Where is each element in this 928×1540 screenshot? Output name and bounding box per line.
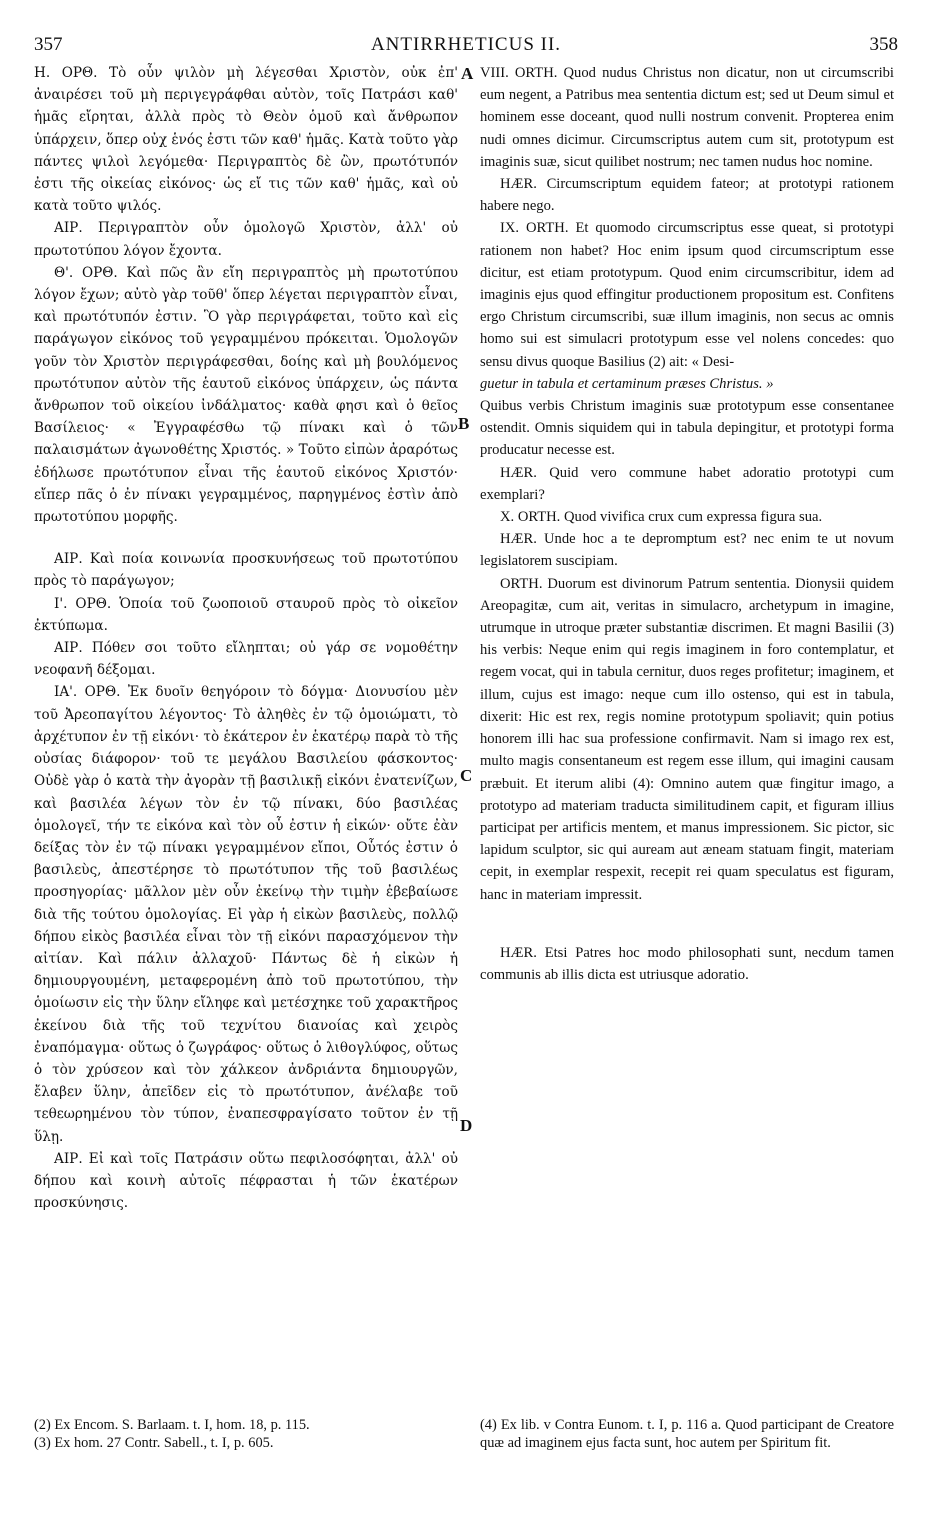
latin-paragraph xyxy=(480,373,894,395)
footnotes-right xyxy=(480,1416,894,1452)
latin-paragraph: ORTH. Duorum est divinorum Patrum sententia. Dionysii quidem Areopagitæ, cum ait, veritas in simulacro, archetypum in imagine, utrumque in utroque præter substantiæ discrimen. Et magni Basilii (3) his verbis: Neque enim qui regis imaginem in foro contemplatur, et regem vocat, qui in tabula cernitur, duos reges profitetur; imaginem, et illum, cujus est imago: neque cum illo ostenso, qui est in tabula, dixerit: Hic est rex, regis nomine prototypum spoliavit; quin potius honorem illi hac sua professione confirmavit. Nam si imago rex est, multo magis consentaneum est regem esse illum, qui imagini causam præbuit. Et iterum alibi (4): Omnino autem quæ fingitur imago, a prototypo ad materiam traducta similitudinem capit, et figuram illius participat per artificis mentem, et manus impressionem. Sic pictor, sic lapidum sculptor, sic qui auream aut æneam statuam fingit, materiam cepit, in exemplar respexit, recepit rei quam speculatus est figuram, hanc in materiam impressit. xyxy=(480,575,894,903)
latin-paragraph: HÆR. Etsi Patres hoc modo philosophati sunt, necdum tamen communis ab illis dicta est utriusque adoratio. xyxy=(480,944,894,983)
greek-paragraph: Θ'. ΟΡΘ. Καὶ πῶς ἂν εἴη περιγραπτὸς μὴ πρωτοτύπου λόγον ἔχων; αὐτὸ γὰρ τοῦθ' ὅπερ λέγεται περιγραπτὸν εἶναι, καὶ πρωτότυπόν ἐστιν. Ὃ γὰρ περιγράφεται, τοῦτο καὶ εἰς παράγωγον εἰκόνος τοῦ γεγραμμένου πρόκειται. Ὁμολογῶν γοῦν τὸν Χριστὸν περιγράφεσθαι, δοίης καὶ μὴ βουλόμενος πρωτότυπον αὐτὸν τῆς ἑαυτοῦ εἰκόνος ὑπάρχειν, ὡς πάντα ἄνθρωπον τοῦ οἰκείου ἰνδάλματος· καθὰ φησι καὶ ὁ θεῖος Βασίλειος· « Ἐγγραφέσθω τῷ πίνακι καὶ ὁ τῶν παλαισμάτων ἀγωνοθέτης Χριστός. » Τοῦτο εἰπὼν ἀραρότως ἐδήλωσε πρωτότυπον εἶναι τῆς ἑαυτοῦ εἰκόνος Χριστόν· εἴπερ πᾶς ὁ ἐν πίνακι γεγραμμένος, παρηγμένος ἐστὶν ἀπὸ πρωτοτύπου μορφῆς. xyxy=(34,264,458,526)
footnote: (2) Ex Encom. S. Barlaam. t. I, hom. 18, p. 115. xyxy=(34,1417,310,1433)
greek-paragraph: ΑΙΡ. Εἰ καὶ τοῖς Πατράσιν οὕτω πεφιλοσόφηται, ἀλλ' οὐ δήπου καὶ κοινὴ αὐτοῖς πέφρασται ἡ τῶν ἑκατέρων προσκύνησις. xyxy=(34,1150,458,1212)
greek-paragraph: ΙΑ'. ΟΡΘ. Ἐκ δυοῖν θεηγόροιν τὸ δόγμα· Διονυσίου μὲν τοῦ Ἀρεοπαγίτου λέγοντος· Τὸ ἀληθὲς ἐν τῷ ὁμοιώματι, τὸ ἀρχέτυπον ἐν τῇ εἰκόνι· τὸ ἑκάτερον ἐν ἑκατέρῳ παρὰ τὸ τῆς οὐσίας διάφορον· τοῦ τε μεγάλου Βασιλείου φάσκοντος· Οὐδὲ γὰρ ὁ κατὰ τὴν ἀγορὰν τῇ βασιλικῇ εἰκόνι ἐνατενίζων, καὶ βασιλέα λέγων τὸν ἐν τῷ πίνακι, δύο βασιλέας ὁμολογεῖ, τήν τε εἰκόνα καὶ τὸν οὗ ἐστιν ἡ εἰκών· οὔτε ἐὰν δείξας τὸν ἐν τῷ πίνακι γεγραμμένον εἴποι, Οὗτός ἐστιν ὁ βασιλεὺς, ἀπεστέρησε τὸ πρωτότυπον τῆς τοῦ βασιλέως προσηγορίας· μᾶλλον μὲν οὖν ἐκείνῳ τὴν τιμὴν ἐβεβαίωσε διὰ τῆς τούτου ὁμολογίας. Εἰ γὰρ ἡ εἰκὼν βασιλεὺς, πολλῷ δήπου εἰκὸς βασιλέα εἶναι τὸν τῇ εἰκόνι παρασχόμενον τὴν αἰτίαν. Καὶ πάλιν ἀλλαχοῦ· Πάντως δὲ ἡ εἰκὼν ἡ δημιουργουμένη, μεταφερομένη ἀπὸ τοῦ πρωτοτύπου, τὴν ὁμοίωσιν εἰς τὴν ὕλην εἴληφε καὶ μετέσχηκε τοῦ χαρακτῆρος ἐκείνου διὰ τῆς τοῦ τεχνίτου διανοίας καὶ χειρὸς ἐναπόμαγμα· οὕτως ὁ ζωγράφος· οὕτως ὁ λιθογλύφος, οὕτως ὁ τὸν χρύσεον καὶ τὸν χάλκεον ἀνδριάντα δημιουργῶν, ἔλαβεν ὕλην, ἀπεῖδεν εἰς τὸ πρωτότυπον, ἀνέλαβε τοῦ τεθεωρημένου τὸν τύπον, ἐναπεσφραγίσατο τοῦτον ἐν τῇ ὕλῃ. xyxy=(34,684,458,1145)
greek-paragraph: ΑΙΡ. Πόθεν σοι τοῦτο εἴληπται; οὐ γάρ σε νομοθέτην νεοφανῆ δέξομαι. xyxy=(34,640,458,679)
latin-paragraph: IX. ORTH. Et quomodo circumscriptus esse queat, si prototypi rationem non habet? Hoc enim ipsum quod circumscriptum esse dicitur, est etiam prototypum. Quod enim circumscribitur, idem ad imaginis ejus quod effingitur productionem propositum est. Confitens ergo Christum circumscribi, suæ illum imaginis, non secus ac omnis homo sui est simulacri prototypum esse vel nolens concedes: quo sensu divus quoque Basilius (2) ait: « Desi- xyxy=(480,220,894,370)
running-title: ANTIRRHETICUS II. xyxy=(370,34,562,55)
greek-column xyxy=(34,62,458,1214)
running-header xyxy=(34,34,898,56)
latin-italic-quote: guetur in tabula et certaminum præses Christus. » xyxy=(480,375,774,392)
footnote: (4) Ex lib. v Contra Eunom. t. I, p. 116 a. Quod participant de Creatore quæ ad imaginem ejus facta sunt, hoc autem per Spiritum fit. xyxy=(480,1417,894,1451)
greek-paragraph: ΑΙΡ. Καὶ ποία κοινωνία προσκυνήσεως τοῦ πρωτοτύπου πρὸς τὸ παράγωγον; xyxy=(34,551,458,590)
margin-letter-b: B xyxy=(458,414,470,433)
footnotes-left xyxy=(34,1416,458,1452)
latin-paragraph: HÆR. Unde hoc a te depromptum est? nec enim te ut novum legislatorem suscipiam. xyxy=(480,531,894,570)
margin-letter-c: C xyxy=(460,766,473,785)
latin-paragraph: HÆR. Quid vero commune habet adoratio prototypi cum exemplari? xyxy=(480,464,894,503)
footnote: (3) Ex hom. 27 Contr. Sabell., t. I, p. 605. xyxy=(34,1435,274,1451)
latin-paragraph: Quibus verbis Christum imaginis suæ prototypum esse consentanee ostendit. Omnis siquidem qui in tabula depingitur, et prototypi forma producatur necesse est. xyxy=(480,398,894,459)
greek-paragraph: Η. ΟΡΘ. Τὸ οὖν ψιλὸν μὴ λέγεσθαι Χριστὸν, οὐκ ἐπ' ἀναιρέσει τοῦ μὴ περιγεγράφθαι αὐτὸν, τοῖς Πατράσι καθ' ἡμᾶς εἴρηται, ἀλλὰ πρὸς τὸ Θεὸν ὁμοῦ καὶ ἄνθρωπον ὑπάρχειν, ὅπερ οὐχ ἑνός ἐστι τῶν καθ' ἡμᾶς. Κατὰ τοῦτο γὰρ πάντες ψιλοὶ λεγόμεθα· Περιγραπτὸς δὲ ὢν, πρωτότυπόν ἐστι τῆς οἰκείας εἰκόνος· ὡς εἴ τις τῶν καθ' ἡμᾶς, καὶ οὐ κατὰ τοῦτο ψιλός. xyxy=(34,65,458,215)
latin-paragraph: VIII. ORTH. Quod nudus Christus non dicatur, non ut circumscribi eum negent, a Patribus mea sententia dictum est; sed ut Deum simul et hominem esse doceant, quod nulli nostrum convenit. Propterea enim nudi omnes dicimur. Circumscriptus autem cum sit, prototypum est imaginis suæ, sicut quilibet nostrum; nec tamen nudus hoc nomine. xyxy=(480,65,894,170)
greek-paragraph: Ι'. ΟΡΘ. Ὁποία τοῦ ζωοποιοῦ σταυροῦ πρὸς τὸ οἰκεῖον ἐκτύπωμα. xyxy=(34,595,458,634)
page-number-left: 357 xyxy=(34,34,63,55)
page-number-right: 358 xyxy=(869,34,898,55)
margin-letter-a: A xyxy=(461,64,474,83)
latin-paragraph: HÆR. Circumscriptum equidem fateor; at prototypi rationem habere nego. xyxy=(480,176,894,215)
latin-column xyxy=(480,62,894,986)
greek-paragraph: ΑΙΡ. Περιγραπτὸν οὖν ὁμολογῶ Χριστὸν, ἀλλ' οὐ πρωτοτύπου λόγον ἔχοντα. xyxy=(34,220,458,259)
margin-letter-d: D xyxy=(460,1116,473,1135)
latin-paragraph: X. ORTH. Quod vivifica crux cum expressa figura sua. xyxy=(500,509,823,526)
